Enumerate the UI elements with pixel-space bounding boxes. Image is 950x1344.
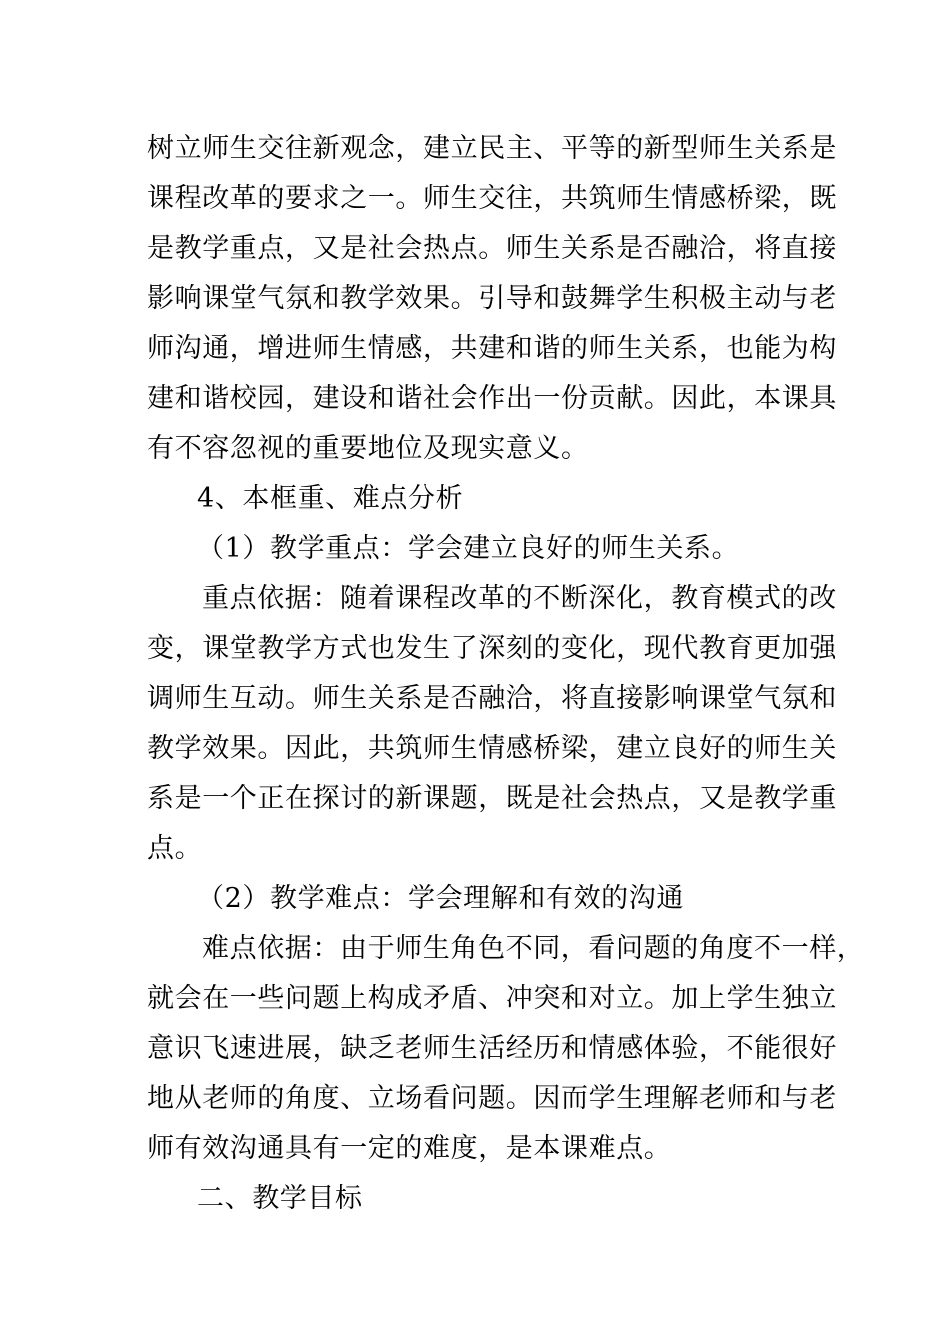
section-heading: 二、教学目标 bbox=[197, 1183, 363, 1214]
body-text-line: 是教学重点，又是社会热点。师生关系是否融洽，将直接 bbox=[147, 233, 837, 264]
body-text-line: 影响课堂气氛和教学效果。引导和鼓舞学生积极主动与老 bbox=[147, 283, 837, 314]
body-text-line: 系是一个正在探讨的新课题，既是社会热点，又是教学重 bbox=[147, 783, 837, 814]
body-text-line: 变，课堂教学方式也发生了深刻的变化，现代教育更加强 bbox=[147, 633, 837, 664]
body-text-line: 师沟通，增进师生情感，共建和谐的师生关系，也能为构 bbox=[147, 333, 837, 364]
section-heading: 4、本框重、难点分析 bbox=[197, 483, 464, 514]
subheading-teaching-focus: （1）教学重点：学会建立良好的师生关系。 bbox=[197, 533, 740, 564]
body-text-line: 有不容忽视的重要地位及现实意义。 bbox=[147, 433, 589, 464]
body-text-line: 课程改革的要求之一。师生交往，共筑师生情感桥梁，既 bbox=[147, 183, 837, 214]
body-text-line: 就会在一些问题上构成矛盾、冲突和对立。加上学生独立 bbox=[147, 983, 837, 1014]
body-text-line: 点。 bbox=[147, 833, 203, 864]
body-text-line: 调师生互动。师生关系是否融洽，将直接影响课堂气氛和 bbox=[147, 683, 837, 714]
body-text-line: 教学效果。因此，共筑师生情感桥梁，建立良好的师生关 bbox=[147, 733, 837, 764]
body-text-line: 重点依据：随着课程改革的不断深化，教育模式的改 bbox=[202, 583, 837, 614]
body-text-line: 难点依据：由于师生角色不同，看问题的角度不一样， bbox=[202, 933, 865, 964]
body-text-line: 建和谐校园，建设和谐社会作出一份贡献。因此，本课具 bbox=[147, 383, 837, 414]
body-text-line: 意识飞速进展，缺乏老师生活经历和情感体验，不能很好 bbox=[147, 1033, 837, 1064]
body-text-line: 地从老师的角度、立场看问题。因而学生理解老师和与老 bbox=[147, 1083, 837, 1114]
body-text-line: 树立师生交往新观念，建立民主、平等的新型师生关系是 bbox=[147, 133, 837, 164]
body-text-line: 师有效沟通具有一定的难度，是本课难点。 bbox=[147, 1133, 672, 1164]
subheading-teaching-difficulty: （2）教学难点：学会理解和有效的沟通 bbox=[197, 883, 684, 914]
